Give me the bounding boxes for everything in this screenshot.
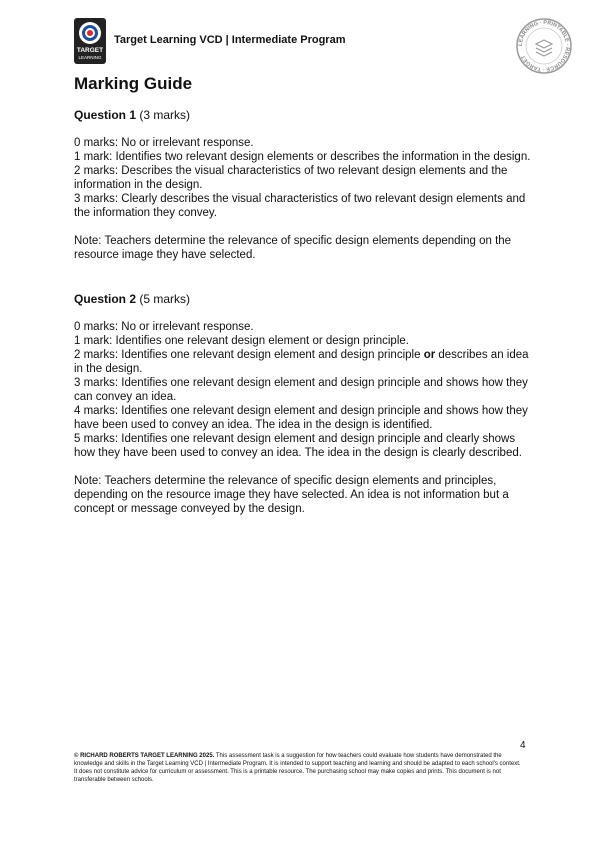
criterion-item: 4 marks: Identifies one relevant design element and design principle and shows how they have been used to convey an idea. The idea in the design is identified. [74,405,528,431]
question-2-note: Note: Teachers determine the relevance of specific design elements and principles, depending on the resource image they have selected. An idea is not information but a concept or message conveyed by the design. [74,475,509,515]
criterion-item: 0 marks: No or irrelevant response. [74,321,254,333]
criterion-item: 5 marks: Identifies one relevant design element and design principle and clearly shows how they have been used to convey an idea. The idea in the design is clearly described. [74,433,522,459]
svg-text:LEARNING: LEARNING [78,55,102,60]
question-2-criteria [74,320,534,460]
printable-resource-badge [514,16,574,76]
criterion-item: 3 marks: Identifies one relevant design element and design principle and shows how they can convey an idea. [74,377,528,403]
question-1-heading [74,108,534,122]
question-2-title: Question 2 [74,292,137,306]
criterion-item: 3 marks: Clearly describes the visual characteristics of two relevant design elements and the information they convey. [74,193,526,219]
page-title: Marking Guide [74,74,193,93]
page-number: 4 [520,740,526,751]
question-2-heading [74,292,534,306]
question-1-note: Note: Teachers determine the relevance of specific design elements depending on the resource image they have selected. [74,235,512,261]
criterion-text: describes an idea in the design. [74,349,529,375]
criterion-item [74,348,534,376]
question-1-criteria [74,136,534,220]
question-2-marks: (5 marks) [139,292,191,306]
footer-copyright: © RICHARD ROBERTS TARGET LEARNING 2025. [74,753,215,759]
criterion-item: 1 mark: Identifies one relevant design element or design principle. [74,335,409,347]
footer-text: This assessment task is a suggestion for how teachers could evaluate how students have demonstrated the knowledge and skills in the Target Learning VCD | Intermediate Program. It is intended to support teaching and learning and should be adapted to each school's context. It does not constitute advice for curriculum or assessment. This is a printable resource. The purchasing school may make copies and prints. This document is not transferable between schools. [74,753,521,783]
page-content [74,74,534,516]
question-1-title: Question 1 [74,108,137,122]
criterion-item: 1 mark: Identifies two relevant design elements or describes the information in the design. [74,151,531,163]
svg-text:TARGET: TARGET [76,47,104,54]
criterion-item: 2 marks: Describes the visual characteristics of two relevant design elements and the information in the design. [74,165,508,191]
criterion-item: 0 marks: No or irrelevant response. [74,137,254,149]
page-header [74,16,574,72]
question-1-marks: (3 marks) [139,108,191,122]
criterion-emphasis: or [423,349,436,361]
target-learning-logo [74,18,106,64]
header-title: Target Learning VCD | Intermediate Program [114,34,346,46]
page-footer [74,752,524,784]
svg-text:LEARNING · PRINTABLE · RESOURC: LEARNING · PRINTABLE · RESOURCE · TARGET [517,19,571,73]
criterion-text: 2 marks: Identifies one relevant design element and design principle [74,349,424,361]
